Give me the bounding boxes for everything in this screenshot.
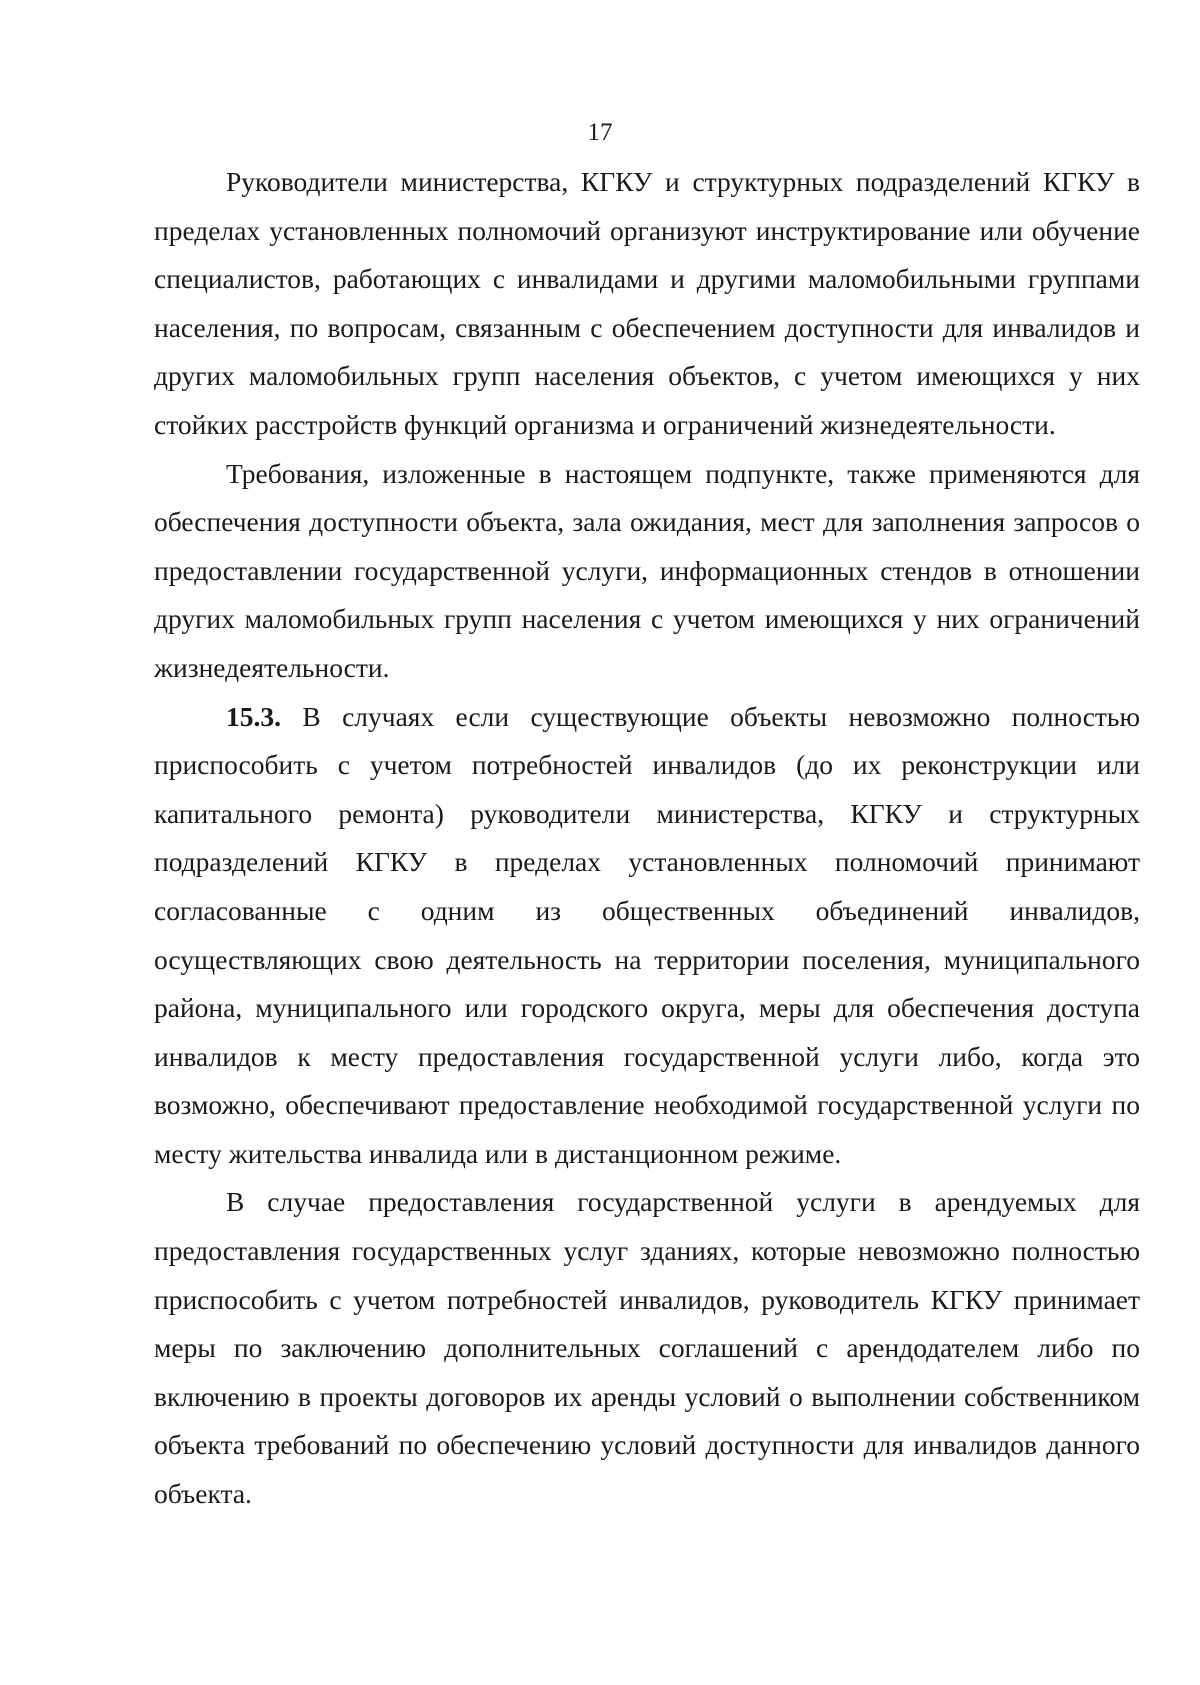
page-number: 17: [587, 119, 613, 146]
paragraph-section-15-3: [154, 693, 1140, 1179]
section-number: 15.3.: [226, 700, 281, 732]
paragraph-text: В случаях если существующие объекты невозможно полностью приспособить с учетом потребностей инвалидов (до их реконструкции или капитального ремонта) руководители министерства, КГКУ и структурных подразделений КГКУ в пределах установленных полномочий принимают согласованные с одним из общественных объединений инвалидов, осуществляющих свою деятельность на территории поселения, муниципального района, муниципального или городского округа, меры для обеспечения доступа инвалидов к месту предоставления государственной услуги либо, когда это возможно, обеспечивают предоставление необходимой государственной услуги по месту жительства инвалида или в дистанционном режиме.: [154, 700, 1140, 1169]
document-body: [154, 158, 1140, 1519]
paragraph-text: Требования, изложенные в настоящем подпункте, также применяются для обеспечения доступности объекта, зала ожидания, мест для заполнения запросов о предоставлении государственной услуги, информационных стендов в отношении других маломобильных групп населения с учетом имеющихся у них ограничений жизнедеятельности.: [154, 457, 1140, 683]
paragraph-staff-training: [154, 158, 1140, 450]
paragraph-text: В случае предоставления государственной услуги в арендуемых для предоставления государственных услуг зданиях, которые невозможно полностью приспособить с учетом потребностей инвалидов, руководитель КГКУ принимает меры по заключению дополнительных соглашений с арендодателем либо по включению в проекты договоров их аренды условий о выполнении собственником объекта требований по обеспечению условий доступности для инвалидов данного объекта.: [154, 1186, 1140, 1510]
paragraph-leased-buildings: [154, 1178, 1140, 1518]
paragraph-text: Руководители министерства, КГКУ и структурных подразделений КГКУ в пределах установленных полномочий организуют инструктирование или обучение специалистов, работающих с инвалидами и другими маломобильными группами населения, по вопросам, связанным с обеспечением доступности для инвалидов и других маломобильных групп населения объектов, с учетом имеющихся у них стойких расстройств функций организма и ограничений жизнедеятельности.: [154, 166, 1140, 440]
paragraph-requirements: [154, 450, 1140, 693]
